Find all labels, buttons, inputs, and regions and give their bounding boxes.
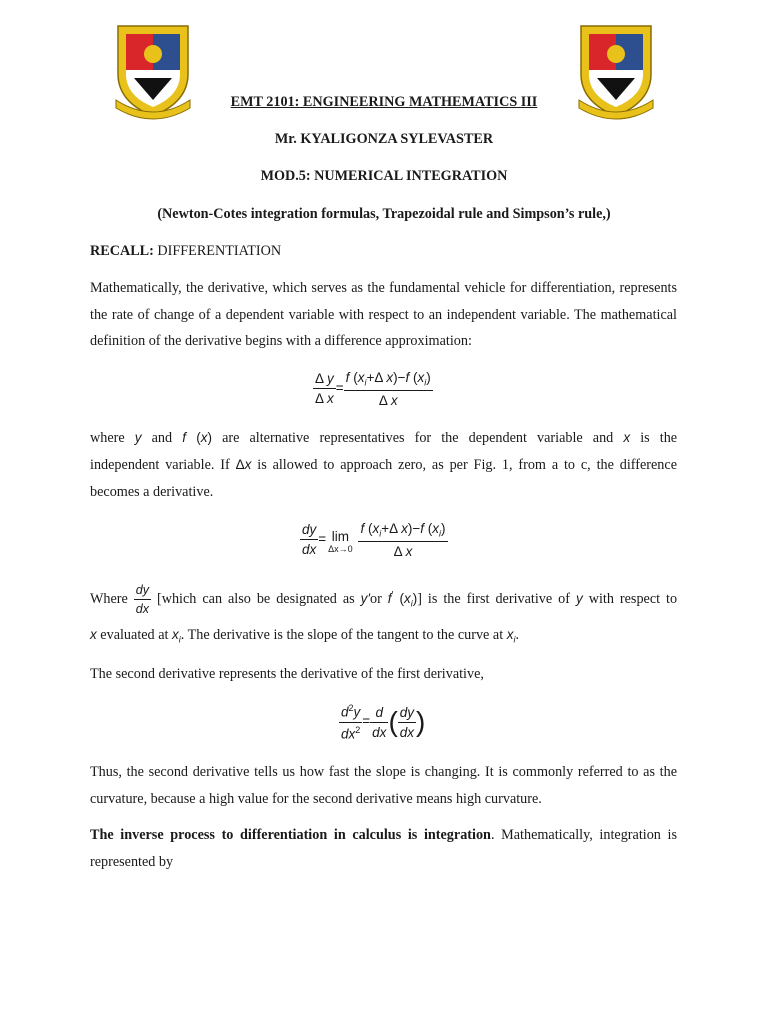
- derivative-limit-equation: $\frac{dy}{dx}$ = lim Δx→0 $\frac{f (x_i+\Delta x)-f (x_i)}{\text{Δ x}}$: [302, 521, 446, 559]
- lecturer-name: Mr. KYALIGONZA SYLEVASTER: [274, 131, 494, 147]
- course-title: EMT 2101: ENGINEERING MATHEMATICS III: [230, 94, 538, 110]
- recall-heading: [90, 243, 281, 260]
- module-subtitle: (Newton-Cotes integration formulas, Trapezoidal rule and Simpson’s rule,): [157, 206, 611, 222]
- difference-approximation-equation: $\frac{\text{Δ y}}{\text{Δ x}}$ = $\frac{f (x_i+\Delta x)-f (x_i)}{\text{Δ x}}$: [315, 370, 431, 408]
- where-line-3: becomes a derivative.: [90, 484, 214, 500]
- recall-label: RECALL:: [90, 243, 154, 259]
- first-derivative-line-2: x evaluated at $x_i$. The derivative is the slope of the tangent to the curve at $x_i$.: [90, 627, 519, 645]
- integration-paragraph: The inverse process to differentiation in calculus is integration. Mathematically, integration is represented by: [90, 827, 677, 870]
- second-derivative-equation: $\frac{d^2y}{dx^2}$ = $\frac{d}{dx}$ ( $\frac{dy}{dx}$ ): [341, 703, 426, 741]
- where-line-1: where y and f (x) are alternative representatives for the dependent variable and x is the: [90, 430, 678, 446]
- recall-topic: DIFFERENTIATION: [157, 243, 282, 259]
- where-line-2: independent variable. If Δx is allowed to approach zero, as per Fig. 1, from a to c, the difference: [90, 457, 677, 473]
- intro-paragraph: Mathematically, the derivative, which serves as the fundamental vehicle for differentiation, represents the rate of change of a dependent variable with respect to an independent variable. The mathematical definition of the derivative begins with a difference approximation:: [90, 280, 677, 349]
- module-title: MOD.5: NUMERICAL INTEGRATION: [260, 168, 508, 184]
- first-derivative-line-1: Where $\frac{dy}{dx}$ [which can also be designated as y'or f' $(x_i)$] is the first derivative of y with respect to: [90, 583, 678, 616]
- curvature-paragraph: Thus, the second derivative tells us how fast the slope is changing. It is commonly referred to as the curvature, because a high value for the second derivative means high curvature.: [90, 764, 677, 807]
- second-derivative-text: The second derivative represents the derivative of the first derivative,: [90, 666, 484, 682]
